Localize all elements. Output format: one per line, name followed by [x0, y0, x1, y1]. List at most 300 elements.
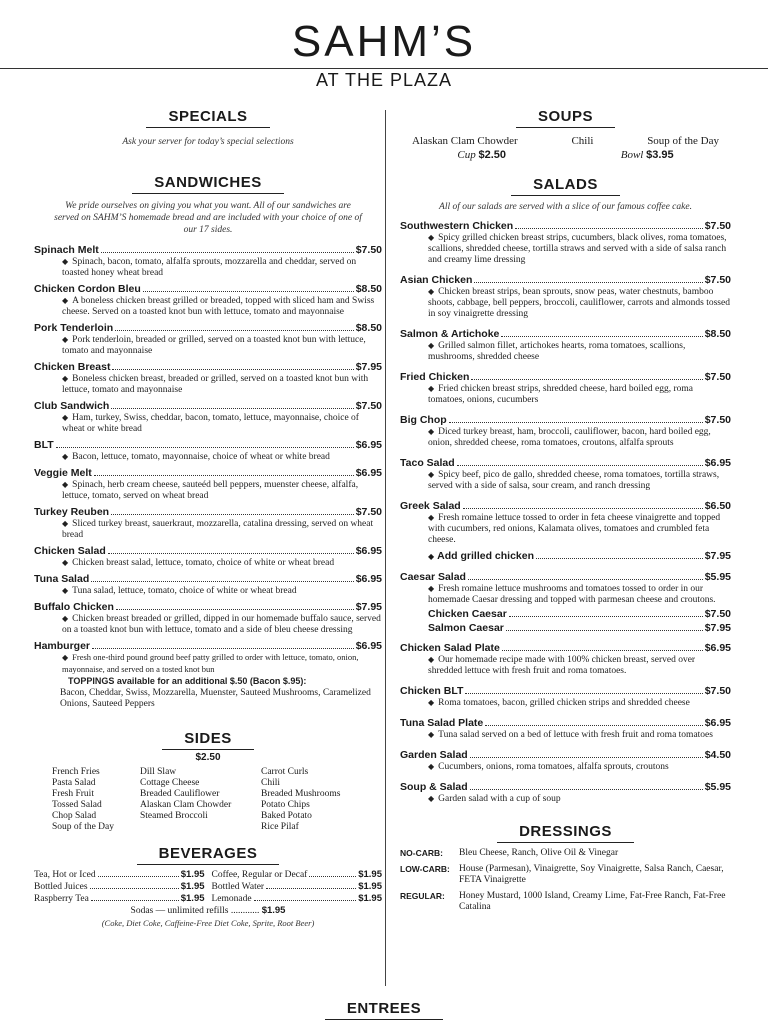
salad-item: [400, 274, 731, 320]
diamond-icon: ◆: [62, 653, 69, 662]
item-description-text: Spicy beef, pico de gallo, shredded cheese, roma tomatoes, tortilla straws, served with a side of salsa, sour cream, and ranch dressing: [428, 470, 720, 491]
beverage-item: [34, 893, 205, 905]
item-price: $6.95: [355, 467, 382, 479]
side-item: Breaded Mushrooms: [261, 789, 341, 799]
soups-heading: SOUPS: [400, 108, 731, 128]
item-name: Southwestern Chicken: [400, 220, 514, 232]
leader-dots: [506, 630, 703, 631]
beverage-list: [34, 869, 382, 905]
item-name: Chicken Caesar: [428, 608, 507, 620]
diamond-icon: ◆: [428, 584, 435, 593]
beverage-name: Coffee, Regular or Decaf: [211, 870, 308, 880]
side-item: Dill Slaw: [140, 767, 177, 777]
item-description-text: Pork tenderloin, breaded or grilled, served on a toasted knot bun with lettuce, tomato and mayonnaise: [62, 335, 366, 356]
side-item: Potato Chips: [261, 800, 310, 810]
add-grilled-chicken: [400, 550, 731, 563]
leader-dots: [56, 447, 354, 448]
leader-dots: [108, 553, 354, 554]
leader-dots: [91, 900, 179, 901]
item-price: $8.50: [704, 328, 731, 340]
diamond-icon: ◆: [428, 384, 435, 393]
leader-dots: [101, 252, 354, 253]
item-description: [400, 793, 731, 805]
salad-item: [400, 220, 731, 266]
side-item: Pasta Salad: [52, 778, 96, 788]
item-price: $8.50: [355, 283, 382, 295]
menu-item-row: [400, 685, 731, 697]
salads-note: All of our salads are served with a slice of our famous coffee cake.: [439, 202, 692, 212]
item-description-text: Diced turkey breast, ham, broccoli, cauliflower, bacon, hard boiled egg, onion, shredded cheese, roma tomatoes, croutons, alfalfa sprouts: [428, 427, 711, 448]
beverage-name: Lemonade: [211, 894, 252, 904]
sandwich-item: [34, 467, 382, 502]
salad-list: [400, 220, 731, 805]
menu-item-row: [400, 571, 731, 583]
menu-item-row: [34, 283, 382, 295]
beverage-row: [34, 869, 382, 881]
sandwich-list: [34, 244, 382, 674]
diamond-icon: ◆: [428, 655, 435, 664]
leader-dots: [116, 609, 354, 610]
sandwich-item: [34, 573, 382, 597]
item-description-text: Tuna salad served on a bed of lettuce with fresh fruit and roma tomatoes: [438, 730, 713, 740]
sides-column: [52, 767, 140, 833]
leader-dots: [254, 900, 357, 901]
sandwich-item: [34, 283, 382, 318]
leader-dots: [143, 291, 354, 292]
item-price: $7.50: [704, 274, 731, 286]
left-column: [34, 108, 382, 929]
item-description: [400, 654, 731, 677]
beverage-row: [34, 893, 382, 905]
item-description: [400, 469, 731, 492]
menu-item-row: [400, 220, 731, 232]
leader-dots: [471, 379, 702, 380]
diamond-icon: ◆: [428, 698, 435, 707]
menu-item-row: [400, 749, 731, 761]
sodas-label: Sodas — unlimited refills: [130, 906, 229, 916]
toppings-label: TOPPINGS available for an additional $.50 (Bacon $.95):: [68, 676, 307, 686]
item-price: $6.95: [355, 439, 382, 451]
side-item: Alaskan Clam Chowder: [140, 800, 232, 810]
sodas-price: $1.95: [261, 905, 286, 916]
side-item: Carrot Curls: [261, 767, 309, 777]
menu-item-row: [400, 371, 731, 383]
menu-item-row: [34, 361, 382, 373]
salads-heading: SALADS: [400, 176, 731, 196]
item-description: [34, 256, 382, 279]
sandwich-item: [34, 545, 382, 569]
item-description-text: Roma tomatoes, bacon, grilled chicken strips and shredded cheese: [438, 698, 690, 708]
sides-price: $2.50: [195, 752, 221, 763]
item-price: $7.50: [355, 400, 382, 412]
diamond-icon: ◆: [62, 335, 69, 344]
leader-dots: [470, 757, 703, 758]
soup-name: Alaskan Clam Chowder: [412, 135, 518, 147]
sandwich-item: [34, 400, 382, 435]
diamond-icon: ◆: [428, 470, 435, 479]
item-price: $7.50: [704, 414, 731, 426]
menu-item-row: [400, 457, 731, 469]
item-price: $5.95: [704, 781, 731, 793]
item-name: Garden Salad: [400, 749, 468, 761]
menu-item-row: [34, 439, 382, 451]
menu-item-row: [400, 414, 731, 426]
beverage-item: [211, 893, 382, 905]
leader-dots: [502, 650, 703, 651]
dressing-category: NO-CARB:: [400, 848, 443, 858]
diamond-icon: ◆: [428, 287, 435, 296]
entrees-heading: ENTREES: [0, 1000, 768, 1020]
cup-price: Cup $2.50: [457, 149, 506, 161]
salad-item: [400, 457, 731, 492]
beverage-price: $1.95: [180, 881, 205, 892]
leader-dots: [92, 648, 354, 649]
dressing-category: LOW-CARB:: [400, 864, 450, 874]
item-name: Soup & Salad: [400, 781, 468, 793]
item-name: Spinach Melt: [34, 244, 99, 256]
menu-item-row: [34, 467, 382, 479]
beverage-name: Bottled Water: [211, 882, 265, 892]
item-description: [400, 512, 731, 546]
restaurant-subtitle: AT THE PLAZA: [315, 70, 453, 90]
sandwiches-heading: SANDWICHES: [34, 174, 382, 194]
diamond-icon: ◆: [428, 762, 435, 771]
item-description: [34, 295, 382, 318]
menu-item-row: [34, 244, 382, 256]
item-description: [400, 232, 731, 266]
bowl-price: Bowl $3.95: [620, 149, 674, 161]
leader-dots: [474, 282, 702, 283]
menu-header: [0, 0, 768, 100]
item-description: [400, 340, 731, 363]
salad-item: [400, 500, 731, 563]
item-description-text: Bacon, lettuce, tomato, mayonnaise, choice of wheat or white bread: [72, 452, 330, 462]
menu-item-row: [400, 717, 731, 729]
item-description: [400, 383, 731, 406]
dressing-row: [400, 891, 731, 913]
salad-item: [400, 371, 731, 406]
diamond-icon: ◆: [428, 730, 435, 739]
leader-dots: [309, 876, 356, 877]
specials-note: Ask your server for today’s special selections: [122, 137, 294, 147]
item-name: Big Chop: [400, 414, 447, 426]
item-name: Veggie Melt: [34, 467, 92, 479]
dressing-options: Honey Mustard, 1000 Island, Creamy Lime, Fat-Free Ranch, Fat-Free Catalina: [459, 891, 726, 912]
item-price: $7.95: [704, 622, 731, 634]
beverage-row: [34, 881, 382, 893]
beverage-item: [34, 869, 205, 881]
menu-item-row: [400, 274, 731, 286]
header-rule: [0, 68, 768, 69]
side-item: Steamed Broccoli: [140, 811, 208, 821]
salad-item: [400, 328, 731, 363]
item-price: $6.95: [355, 640, 382, 652]
item-price: $7.95: [704, 550, 731, 562]
item-name: Chicken Breast: [34, 361, 111, 373]
beverage-price: $1.95: [180, 893, 205, 904]
menu-item-row: [34, 322, 382, 334]
item-price: $6.95: [704, 717, 731, 729]
leader-dots: [111, 408, 353, 409]
leader-dots: [449, 422, 703, 423]
soup-names: [400, 134, 731, 148]
diamond-icon: ◆: [428, 427, 435, 436]
diamond-icon: ◆: [62, 296, 69, 305]
item-description-text: Cucumbers, onions, roma tomatoes, alfalfa sprouts, croutons: [438, 762, 669, 772]
item-description: [34, 479, 382, 502]
specials-heading: SPECIALS: [34, 108, 382, 128]
sides-column: [261, 767, 371, 833]
item-price: $7.50: [355, 244, 382, 256]
item-description-text: A boneless chicken breast grilled or breaded, topped with sliced ham and Swiss cheese. Served on a toasted knot bun with lettuce, tomato and mayonnaise: [62, 296, 375, 317]
diamond-icon: ◆: [62, 480, 69, 489]
beverage-price: $1.95: [358, 893, 382, 904]
dressing-options: House (Parmesan), Vinaigrette, Soy Vinaigrette, Salsa Ranch, Caesar, FETA Vinaigrette: [459, 864, 724, 885]
leader-dots: [94, 475, 354, 476]
salad-item: [400, 685, 731, 709]
item-description-text: Fresh romaine lettuce tossed to order in feta cheese vinaigrette and topped with cucumbers, red onions, Kalamata olives, tomatoes and crumbled feta cheese.: [428, 513, 721, 545]
item-price: $4.50: [704, 749, 731, 761]
side-item: Fresh Fruit: [52, 789, 94, 799]
salad-item: [400, 749, 731, 773]
sides-heading: SIDES: [34, 730, 382, 750]
item-price: $7.50: [704, 685, 731, 697]
item-description: [400, 761, 731, 773]
side-item: Soup of the Day: [52, 822, 115, 832]
leader-dots: [485, 725, 702, 726]
leader-dots: [465, 693, 702, 694]
toppings-list: Bacon, Cheddar, Swiss, Mozzarella, Muenster, Sauteed Mushrooms, Caramelized Onions, Sauteed Peppers: [60, 688, 371, 709]
soup-prices: [400, 148, 731, 162]
item-description: [34, 652, 382, 674]
item-description: [34, 412, 382, 435]
column-divider: [385, 110, 386, 986]
item-name: Chicken Cordon Bleu: [34, 283, 141, 295]
sandwich-item: [34, 640, 382, 674]
item-description-text: Tuna salad, lettuce, tomato, choice of white or wheat bread: [72, 586, 297, 596]
diamond-icon: ◆: [62, 614, 69, 623]
item-name: Chicken Salad: [34, 545, 106, 557]
item-name: Salmon Caesar: [428, 622, 504, 634]
item-description: [34, 557, 382, 569]
dressing-row: [400, 848, 731, 859]
sandwich-item: [34, 361, 382, 396]
menu-item-row: [34, 640, 382, 652]
menu-item-row: [400, 781, 731, 793]
item-name: Chicken Salad Plate: [400, 642, 500, 654]
item-description: [400, 583, 731, 606]
item-name: Tuna Salad Plate: [400, 717, 484, 729]
dressing-row: [400, 864, 731, 886]
menu-item-row: [34, 545, 382, 557]
item-description-text: Garden salad with a cup of soup: [438, 794, 561, 804]
side-item: Breaded Cauliflower: [140, 789, 220, 799]
item-name: Pork Tenderloin: [34, 322, 114, 334]
item-description: [400, 286, 731, 320]
beverage-name: Tea, Hot or Iced: [34, 870, 96, 880]
item-description: [34, 451, 382, 463]
beverage-item: [211, 881, 382, 893]
item-price: $6.95: [704, 642, 731, 654]
leader-dots: [266, 888, 356, 889]
item-name: Hamburger: [34, 640, 91, 652]
sides-list: [34, 767, 382, 833]
leader-dots: [470, 789, 703, 790]
diamond-icon: ◆: [62, 413, 69, 422]
item-description-text: Chicken breast strips, bean sprouts, snow peas, water chestnuts, bamboo shoots, cabbage, bell peppers, broccoli, cauliflower, carrots and almonds tossed in soy vinaigrette dressing: [428, 287, 730, 319]
item-name: Greek Salad: [400, 500, 461, 512]
diamond-icon: ◆: [428, 552, 435, 561]
salad-item: [400, 571, 731, 634]
item-name: Add grilled chicken: [437, 550, 535, 562]
item-price: $7.50: [355, 506, 382, 518]
caesar-variant: [400, 608, 731, 620]
leader-dots: [515, 228, 703, 229]
menu-item-row: [400, 642, 731, 654]
leader-dots: [111, 514, 354, 515]
item-description-text: Fried chicken breast strips, shredded cheese, hard boiled egg, roma tomatoes, onions, cucumbers: [428, 384, 693, 405]
item-name: Turkey Reuben: [34, 506, 110, 518]
side-item: Chili: [261, 778, 281, 788]
salad-item: [400, 642, 731, 677]
item-description-text: Boneless chicken breast, breaded or grilled, served on a toasted knot bun with lettuce, tomato and mayonnaise: [62, 374, 369, 395]
beverage-price: $1.95: [358, 881, 382, 892]
menu-item-row: [34, 573, 382, 585]
leader-dots: [468, 579, 703, 580]
beverage-item: [34, 881, 205, 893]
dressing-list: [400, 848, 731, 913]
sodas-note: (Coke, Diet Coke, Caffeine-Free Diet Coke, Sprite, Root Beer): [101, 918, 315, 928]
sandwich-item: [34, 322, 382, 357]
diamond-icon: ◆: [62, 452, 69, 461]
leader-dots: [98, 876, 179, 877]
leader-dots: [457, 465, 703, 466]
beverage-name: Raspberry Tea: [34, 894, 89, 904]
item-name: Salmon & Artichoke: [400, 328, 500, 340]
sandwich-item: [34, 244, 382, 279]
leader-dots: [115, 330, 354, 331]
soup-name: Chili: [571, 135, 594, 147]
right-column: [400, 108, 731, 913]
item-description-text: Spinach, bacon, tomato, alfalfa sprouts, mozzarella and cheddar, served on toasted honey wheat bread: [62, 257, 357, 278]
item-description: [400, 697, 731, 709]
item-price: $6.50: [704, 500, 731, 512]
diamond-icon: ◆: [428, 513, 435, 522]
salad-item: [400, 781, 731, 805]
item-description-text: Chicken breast breaded or grilled, dipped in our homemade buffalo sauce, served on a toasted knot bun with lettuce, tomato and a side of bleu cheese dressing: [62, 614, 381, 635]
item-description-text: Fresh one-third pound ground beef patty grilled to order with lettuce, tomato, onion, mayonnaise, and served on a tosted knot bun: [62, 652, 359, 674]
side-item: French Fries: [52, 767, 100, 777]
sandwich-item: [34, 601, 382, 636]
beverage-item: [211, 869, 382, 881]
item-name: BLT: [34, 439, 54, 451]
beverage-price: $1.95: [358, 869, 382, 880]
item-description-text: Spinach, herb cream cheese, sauteéd bell peppers, muenster cheese, alfalfa, lettuce, tomato, served on wheat bread: [62, 480, 359, 501]
item-description: [400, 729, 731, 741]
item-name: Tuna Salad: [34, 573, 90, 585]
item-price: $6.95: [355, 573, 382, 585]
menu-item-row: [34, 601, 382, 613]
side-item: Baked Potato: [261, 811, 312, 821]
item-price: $7.50: [704, 220, 731, 232]
diamond-icon: ◆: [62, 519, 69, 528]
item-price: $7.95: [355, 361, 382, 373]
dressings-heading: DRESSINGS: [400, 823, 731, 843]
item-price: $7.50: [704, 608, 731, 620]
item-description: [34, 585, 382, 597]
dressing-category: REGULAR:: [400, 891, 445, 901]
item-description-text: Ham, turkey, Swiss, cheddar, bacon, tomato, lettuce, mayonnaise, choice of wheat or white bread: [62, 413, 359, 434]
caesar-variant: [400, 622, 731, 634]
item-description-text: Sliced turkey breast, sauerkraut, mozzarella, catalina dressing, served on wheat bread: [62, 519, 374, 540]
item-name: Asian Chicken: [400, 274, 473, 286]
item-name: Buffalo Chicken: [34, 601, 114, 613]
dressing-options: Bleu Cheese, Ranch, Olive Oil & Vinegar: [459, 848, 619, 858]
item-name: Club Sandwich: [34, 400, 110, 412]
side-item: Cottage Cheese: [140, 778, 200, 788]
side-item: Chop Salad: [52, 811, 97, 821]
beverages-heading: BEVERAGES: [34, 845, 382, 865]
leader-dots: [463, 508, 703, 509]
item-description-text: Grilled salmon fillet, artichokes hearts, roma tomatoes, scallions, mushrooms, shredded cheese: [428, 341, 686, 362]
item-description-text: Chicken breast salad, lettuce, tomato, choice of white or wheat bread: [72, 558, 335, 568]
diamond-icon: ◆: [62, 586, 69, 595]
menu-item-row: [400, 500, 731, 512]
item-price: $7.95: [355, 601, 382, 613]
leader-dots: [91, 581, 353, 582]
item-description: [34, 518, 382, 541]
leader-dots: [509, 616, 703, 617]
item-price: $5.95: [704, 571, 731, 583]
soup-name: Soup of the Day: [647, 135, 719, 147]
beverage-price: $1.95: [180, 869, 205, 880]
menu-item-row: [400, 328, 731, 340]
diamond-icon: ◆: [62, 558, 69, 567]
item-description: [34, 613, 382, 636]
salad-item: [400, 414, 731, 449]
leader-dots: [501, 336, 702, 337]
item-price: $6.95: [704, 457, 731, 469]
toppings: [34, 676, 382, 710]
diamond-icon: ◆: [62, 374, 69, 383]
diamond-icon: ◆: [428, 233, 435, 242]
menu-item-row: [34, 506, 382, 518]
item-price: $8.50: [355, 322, 382, 334]
diamond-icon: ◆: [428, 341, 435, 350]
item-price: $7.50: [704, 371, 731, 383]
sides-column: [140, 767, 261, 833]
salad-item: [400, 717, 731, 741]
item-description-text: Our homemade recipe made with 100% chicken breast, served over shredded lettuce with fresh fruit and roma tomatoes.: [428, 655, 696, 676]
menu-item-row: [34, 400, 382, 412]
sandwich-item: [34, 439, 382, 463]
side-item: Tossed Salad: [52, 800, 102, 810]
sodas-row: Sodas — unlimited refills ............ $1.95: [130, 905, 286, 916]
diamond-icon: ◆: [62, 257, 69, 266]
leader-dots: [536, 558, 703, 559]
item-price: $6.95: [355, 545, 382, 557]
item-description: [400, 426, 731, 449]
leader-dots: [112, 369, 353, 370]
item-description: [34, 373, 382, 396]
item-name: Caesar Salad: [400, 571, 466, 583]
item-description-text: Fresh romaine lettuce mushrooms and tomatoes tossed to order in our homemade Caesar dressing and topped with parmesan cheese and croutons.: [428, 584, 716, 605]
item-name: Fried Chicken: [400, 371, 470, 383]
side-item: Rice Pilaf: [261, 822, 299, 832]
leader-dots: [90, 888, 179, 889]
item-name: Chicken BLT: [400, 685, 464, 697]
item-description: [34, 334, 382, 357]
